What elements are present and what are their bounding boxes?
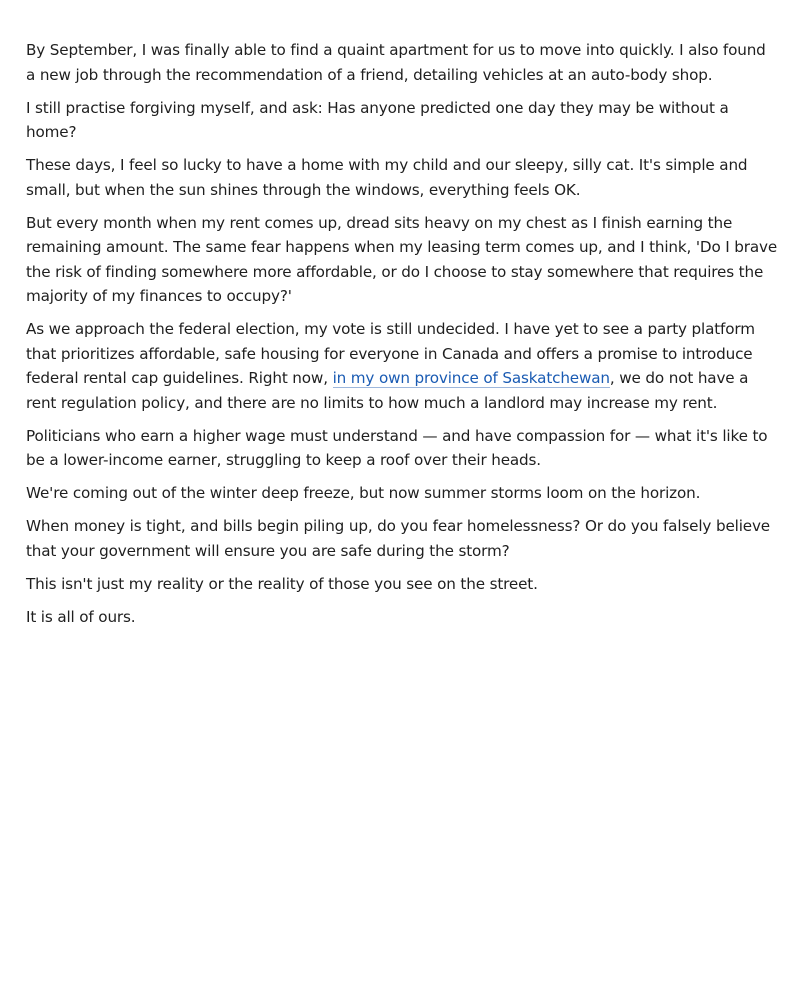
paragraph-all-of-ours: It is all of ours. — [26, 607, 136, 626]
paragraph-my-reality: This isn't just my reality or the reality of those you see on the street. — [26, 574, 538, 593]
paragraph-september-apartment: By September, I was finally able to find a quaint apartment for us to move into quickly. I also found a new job through the recommendation of a friend, detailing vehicles at an auto-body shop. — [26, 41, 766, 84]
paragraph-forgiving-myself: I still practise forgiving myself, and ask: Has anyone predicted one day they may be without a home? — [26, 98, 729, 141]
paragraph-politicians: Politicians who earn a higher wage must understand — and have compassion for — what it's like to be a lower-income earner, struggling to keep a roof over their heads. — [26, 426, 768, 469]
election-text-after-link: , we do not have a rent regulation policy, and there are no limits to how much a landlord may increase my rent. — [26, 369, 749, 412]
election-text-before-link: As we approach the federal election, my vote is still undecided. I have yet to see a party platform that prioritizes affordable, safe housing for everyone in Canada and offers a promise to introduce federal rental cap guidelines. Right now, — [26, 320, 755, 387]
paragraph-money-tight: When money is tight, and bills begin piling up, do you fear homelessness? Or do you falsely believe that your government will ensure you are safe during the storm? — [26, 517, 770, 560]
saskatchewan-link[interactable]: in my own province of Saskatchewan — [332, 369, 610, 387]
article-body — [26, 38, 778, 638]
paragraph-federal-election — [26, 317, 778, 415]
paragraph-winter-freeze: We're coming out of the winter deep freeze, but now summer storms loom on the horizon. — [26, 484, 701, 502]
paragraph-rent-dread: But every month when my rent comes up, dread sits heavy on my chest as I finish earning the remaining amount. The same fear happens when my leasing term comes up, and I think, 'Do I brave the risk of finding somewhere more affordable, or do I choose to stay somewhere that requires the majority of my finances to occupy?' — [26, 213, 778, 305]
paragraph-lucky-home: These days, I feel so lucky to have a home with my child and our sleepy, silly cat. It's simple and small, but when the sun shines through the windows, everything feels OK. — [26, 156, 748, 199]
